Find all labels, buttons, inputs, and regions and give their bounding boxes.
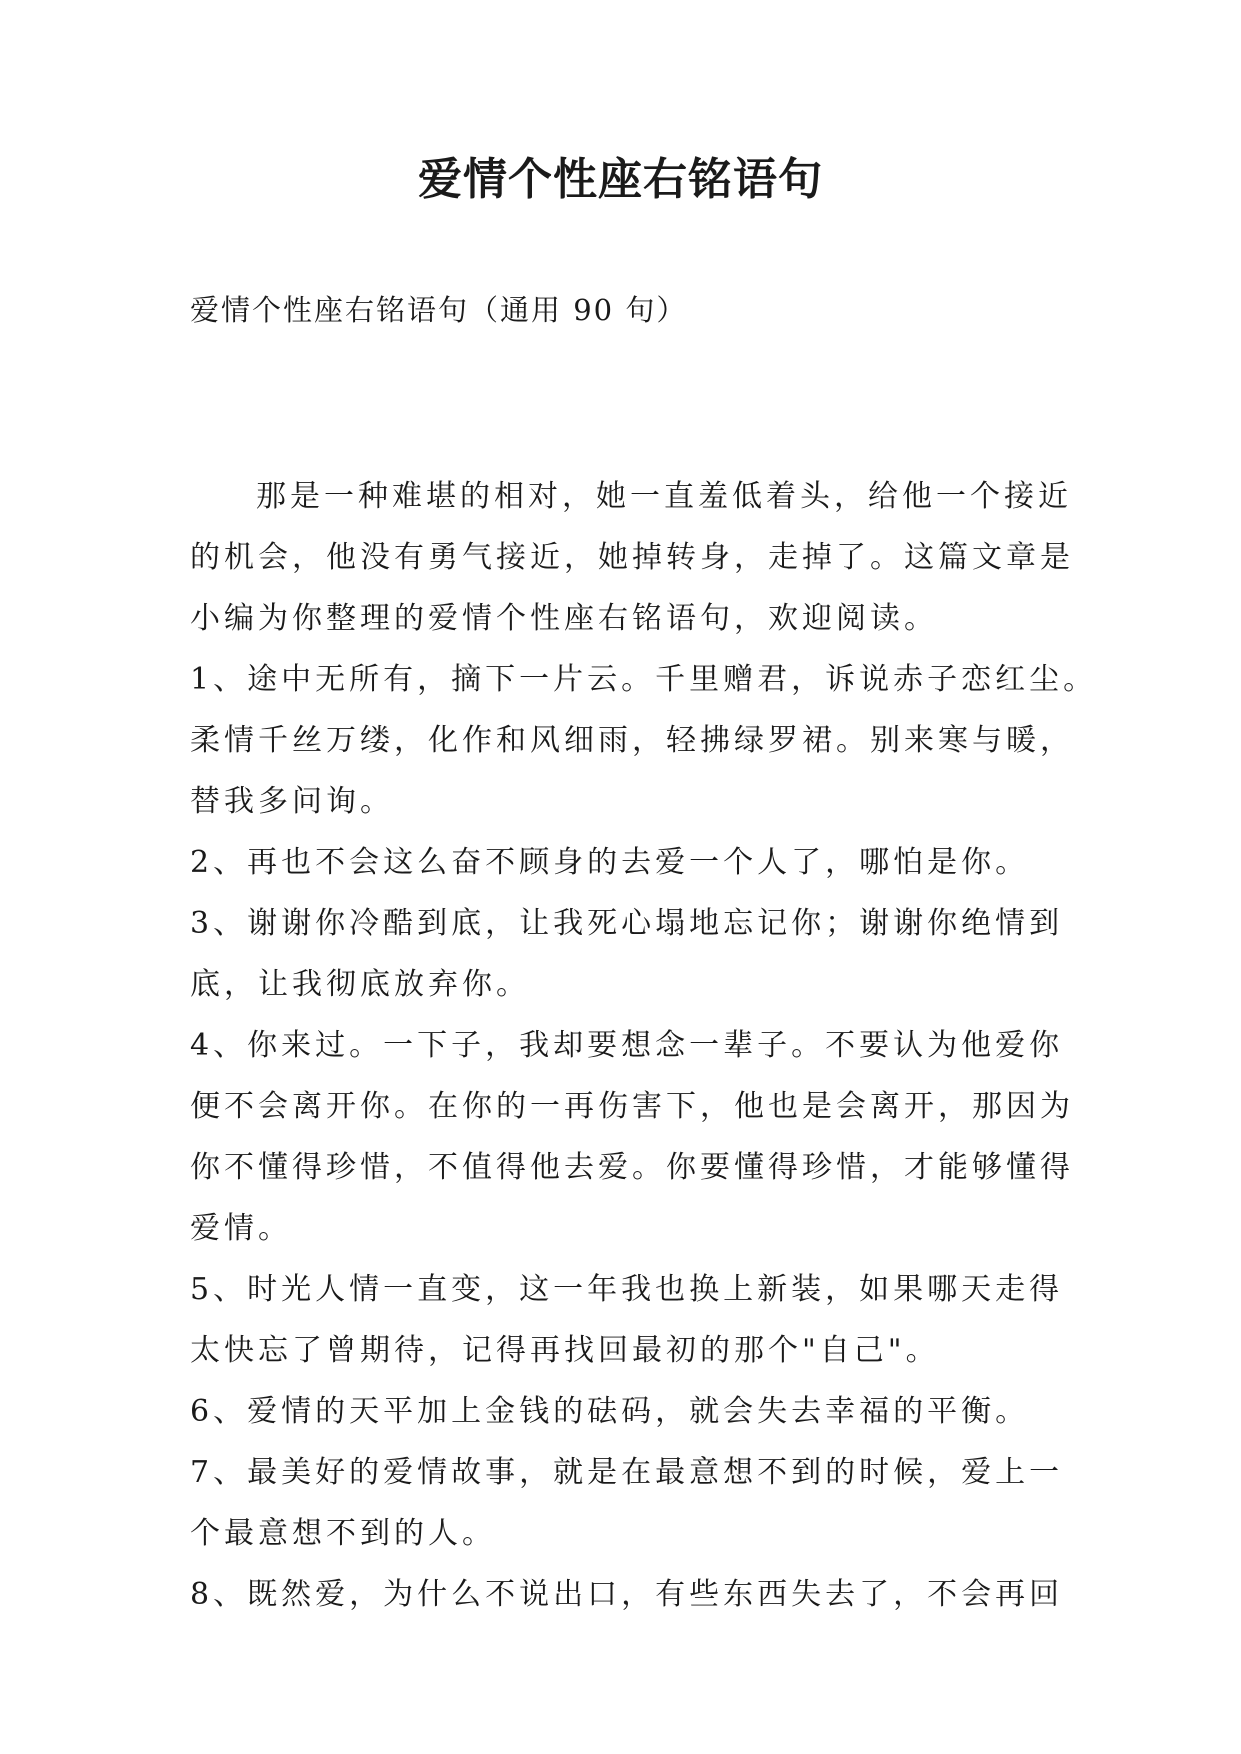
quote-line: 底，让我彻底放弃你。 bbox=[190, 967, 530, 1002]
page-title: 爱情个性座右铭语句 bbox=[418, 154, 823, 205]
intro-line: 小编为你整理的爱情个性座右铭语句，欢迎阅读。 bbox=[190, 601, 938, 636]
quote-line: 5、时光人情一直变，这一年我也换上新装，如果哪天走得 bbox=[190, 1272, 1064, 1307]
quote-line: 爱情。 bbox=[190, 1211, 292, 1246]
document-subtitle: 爱情个性座右铭语句（通用 90 句） bbox=[190, 293, 688, 327]
quote-line: 7、最美好的爱情故事，就是在最意想不到的时候，爱上一 bbox=[190, 1455, 1064, 1490]
quote-line: 3、谢谢你冷酷到底，让我死心塌地忘记你；谢谢你绝情到 bbox=[190, 906, 1064, 941]
document-body bbox=[190, 466, 1098, 1625]
quote-line: 6、爱情的天平加上金钱的砝码，就会失去幸福的平衡。 bbox=[190, 1394, 1030, 1429]
quote-line: 4、你来过。一下子，我却要想念一辈子。不要认为他爱你 bbox=[190, 1028, 1064, 1063]
quote-line: 太快忘了曾期待，记得再找回最初的那个"自己"。 bbox=[190, 1333, 940, 1368]
quote-line: 2、再也不会这么奋不顾身的去爱一个人了，哪怕是你。 bbox=[190, 845, 1030, 880]
quote-line: 替我多问询。 bbox=[190, 784, 394, 819]
quote-line: 你不懂得珍惜，不值得他去爱。你要懂得珍惜，才能够懂得 bbox=[190, 1150, 1074, 1185]
quote-line: 便不会离开你。在你的一再伤害下，他也是会离开，那因为 bbox=[190, 1089, 1074, 1124]
intro-line: 的机会，他没有勇气接近，她掉转身，走掉了。这篇文章是 bbox=[190, 540, 1074, 575]
intro-line: 那是一种难堪的相对，她一直羞低着头，给他一个接近 bbox=[256, 479, 1072, 514]
quote-line: 个最意想不到的人。 bbox=[190, 1516, 496, 1551]
quote-line: 柔情千丝万缕，化作和风细雨，轻拂绿罗裙。别来寒与暖， bbox=[190, 723, 1074, 758]
quote-line: 8、既然爱，为什么不说出口，有些东西失去了，不会再回 bbox=[190, 1577, 1064, 1612]
quote-line: 1、途中无所有，摘下一片云。千里赠君，诉说赤子恋红尘。 bbox=[190, 662, 1098, 697]
